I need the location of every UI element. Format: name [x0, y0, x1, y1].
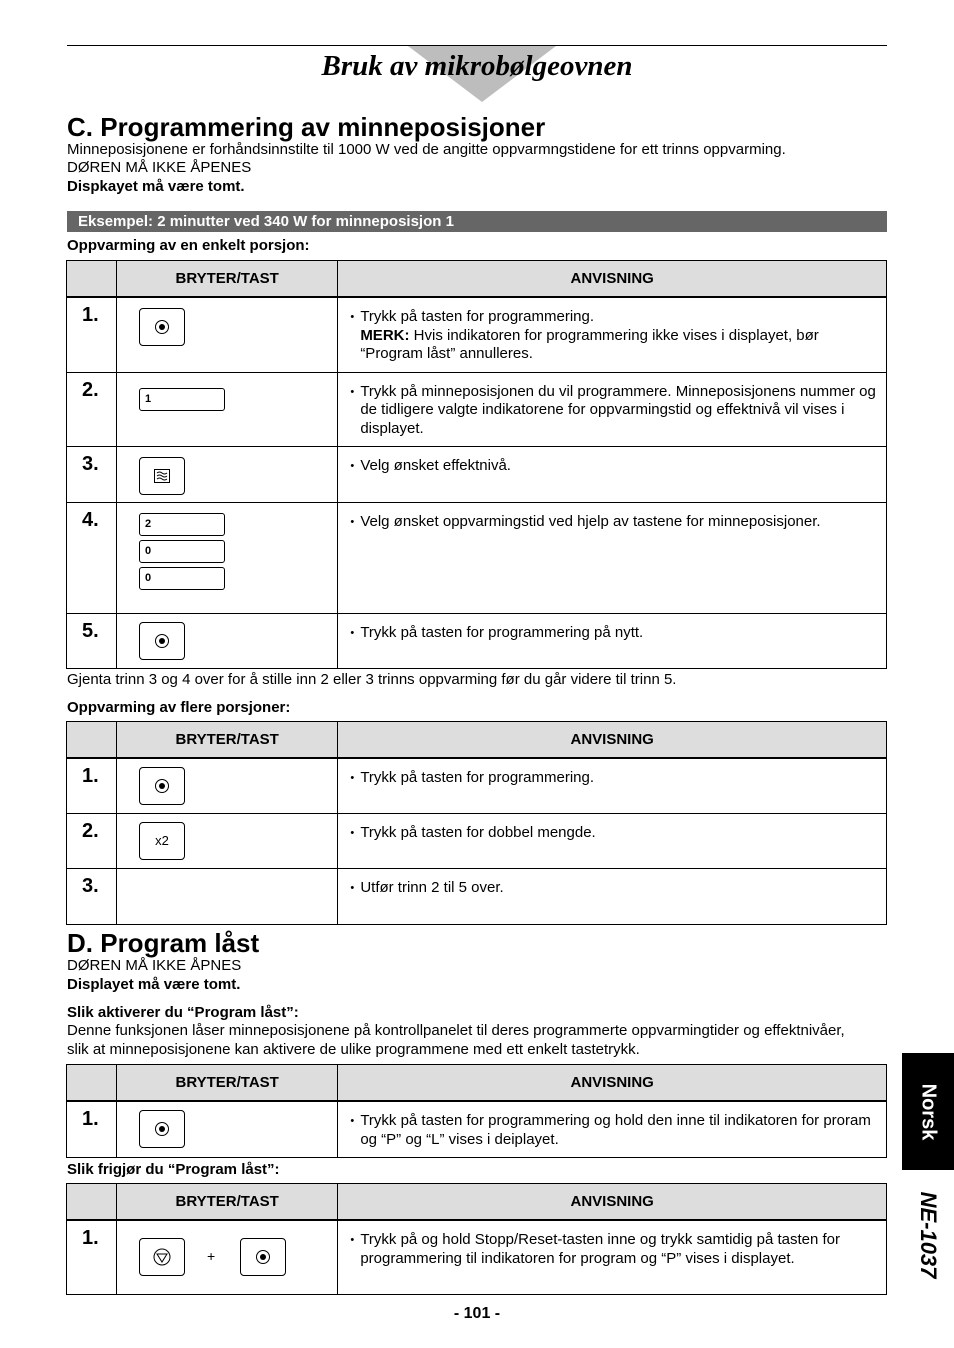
table-header-empty: [67, 261, 117, 298]
language-label: Norsk: [917, 1083, 940, 1140]
release-lock-table: [66, 1183, 887, 1295]
key-cell: [117, 1220, 338, 1294]
instruction-cell: [338, 1220, 887, 1294]
instruction-cell: [338, 813, 887, 868]
memory-key-2: 2: [139, 513, 225, 536]
power-level-key-icon: [139, 457, 185, 495]
multi-portion-table: [66, 721, 887, 925]
release-title: Slik frigjør du “Program låst”:: [67, 1161, 280, 1178]
table-row: [67, 297, 887, 372]
key-cell: [117, 372, 338, 447]
step-text: Velg ønsket effektnivå.: [360, 457, 511, 474]
activate-title: Slik aktiverer du “Program låst”:: [67, 1004, 299, 1021]
step-text: Trykk på tasten for programmering på nytt.: [360, 624, 644, 641]
note-label: MERK:: [360, 326, 410, 344]
step-number: 2.: [67, 813, 117, 868]
table-row: [67, 372, 887, 447]
step-number: 1.: [67, 297, 117, 372]
single-portion-title: Oppvarming av en enkelt porsjon:: [67, 237, 310, 254]
table-row: [67, 758, 887, 813]
step-number: 2.: [67, 372, 117, 447]
bullet-icon: •: [350, 385, 355, 398]
step-number: 3.: [67, 868, 117, 924]
table-row: [67, 614, 887, 669]
step-text: Velg ønsket oppvarmingstid ved hjelp av tastene for minneposisjoner.: [360, 513, 821, 530]
step-number: 1.: [67, 1220, 117, 1294]
step-number: 4.: [67, 503, 117, 614]
bullet-icon: •: [350, 826, 355, 839]
table-row: [67, 1101, 887, 1158]
instruction-cell: [338, 1101, 887, 1158]
model-label: NE-1037: [916, 1191, 941, 1279]
key-cell: [117, 868, 338, 924]
instruction-cell: [338, 868, 887, 924]
step-number: 1.: [67, 1101, 117, 1158]
section-d-heading: D. Program låst: [67, 928, 260, 958]
bullet-icon: •: [350, 460, 355, 472]
key-cell: [117, 447, 338, 503]
table-header-key: BRYTER/TAST: [117, 261, 338, 298]
table-header-instruction: ANVISNING: [338, 722, 887, 759]
step-text: Trykk på og hold Stopp/Reset-tasten inne og trykk samtidig på tasten for programmering til indikatoren for program og “P” vises i displayet.: [360, 1231, 841, 1267]
section-c-intro: Minneposisjonene er forhåndsinnstilte til 1000 W ved de angitte oppvarmngstidene for ett trinns oppvarming.: [67, 141, 786, 158]
example-band: Eksempel: 2 minutter ved 340 W for minneposisjon 1: [67, 211, 887, 232]
instruction-cell: [338, 447, 887, 503]
bullet-icon: •: [350, 881, 355, 894]
step-text: Trykk på tasten for programmering og hold den inne til indikatoren for proram og “P” og “L” vises i deiplayet.: [360, 1112, 871, 1148]
program-key-icon: [139, 308, 185, 346]
instruction-cell: [338, 503, 887, 614]
table-row: [67, 503, 887, 614]
memory-key-0: 0: [139, 540, 225, 563]
step-text: Trykk på tasten for programmering.: [360, 308, 595, 325]
step-number: 1.: [67, 758, 117, 813]
section-d-display-note: Displayet må være tomt.: [67, 976, 241, 993]
note-text: Hvis indikatoren for programmering ikke vises i displayet, bør “Program låst” annulleres.: [360, 326, 819, 362]
key-cell: [117, 614, 338, 669]
step-text: Utfør trinn 2 til 5 over.: [360, 878, 504, 896]
memory-key-0: 0: [139, 567, 225, 590]
memory-key-1: 1: [139, 388, 225, 411]
section-d-door-note: DØREN MÅ IKKE ÅPNES: [67, 957, 242, 974]
step-number: 3.: [67, 447, 117, 503]
table-header-empty: [67, 722, 117, 759]
page-title: Bruk av mikrobølgeovnen: [321, 50, 633, 82]
activate-lock-table: [66, 1064, 887, 1158]
plus-sign: +: [207, 1248, 216, 1264]
bullet-icon: •: [350, 311, 355, 323]
instruction-cell: [338, 758, 887, 813]
repeat-note: Gjenta trinn 3 og 4 over for å stille inn 2 eller 3 trinns oppvarming før du går videre til trinn 5.: [67, 671, 677, 688]
key-cell: [117, 1101, 338, 1158]
program-key-icon: [139, 1110, 185, 1148]
model-tab: [902, 1180, 954, 1290]
table-row: [67, 813, 887, 868]
table-row: [67, 1220, 887, 1294]
section-c-display-note: Dispkayet må være tomt.: [67, 178, 245, 195]
table-header-key: BRYTER/TAST: [117, 722, 338, 759]
single-portion-table: [66, 260, 887, 669]
table-header-empty: [67, 1184, 117, 1221]
bullet-icon: •: [350, 772, 355, 784]
bullet-icon: •: [350, 516, 355, 528]
step-text: Trykk på tasten for programmering.: [360, 769, 595, 786]
page-number: - 101 -: [453, 1305, 501, 1322]
double-quantity-key: x2: [139, 822, 185, 860]
activate-description: Denne funksjonen låser minneposisjonene på kontrollpanelet til deres programmerte oppvarmingtider og effektnivåer, slik at minneposisjonene kan aktivere de ulike programmene med ett enkelt tastetrykk.: [67, 1022, 845, 1058]
table-header-instruction: ANVISNING: [338, 261, 887, 298]
table-header-empty: [67, 1065, 117, 1102]
step-text: Trykk på minneposisjonen du vil programmere. Minneposisjonens nummer og de tidligere valgte indikatorene for oppvarmingstid og effektnivå vil vises i displayet.: [360, 382, 876, 437]
key-cell: [117, 813, 338, 868]
section-c-heading: C. Programmering av minneposisjoner: [67, 112, 546, 142]
bullet-icon: •: [350, 627, 355, 639]
bullet-icon: •: [350, 1115, 355, 1127]
program-key-icon: [139, 767, 185, 805]
instruction-cell: [338, 297, 887, 372]
table-header-key: BRYTER/TAST: [117, 1065, 338, 1102]
table-row: [67, 447, 887, 503]
instruction-cell: [338, 614, 887, 669]
step-number: 5.: [67, 614, 117, 669]
table-header-instruction: ANVISNING: [338, 1184, 887, 1221]
instruction-cell: [338, 372, 887, 447]
step-text: Trykk på tasten for dobbel mengde.: [360, 823, 596, 841]
table-header-instruction: ANVISNING: [338, 1065, 887, 1102]
table-row: [67, 868, 887, 924]
section-c-door-note: DØREN MÅ IKKE ÅPENES: [67, 159, 252, 176]
key-cell: [117, 297, 338, 372]
bullet-icon: •: [350, 1234, 355, 1246]
language-tab: [902, 1053, 954, 1170]
key-cell: [117, 758, 338, 813]
program-key-icon: [139, 622, 185, 660]
stop-reset-key-icon: [139, 1238, 185, 1276]
table-header-key: BRYTER/TAST: [117, 1184, 338, 1221]
key-cell: [117, 503, 338, 614]
program-key-icon: [240, 1238, 286, 1276]
multi-portion-title: Oppvarming av flere porsjoner:: [67, 699, 291, 716]
